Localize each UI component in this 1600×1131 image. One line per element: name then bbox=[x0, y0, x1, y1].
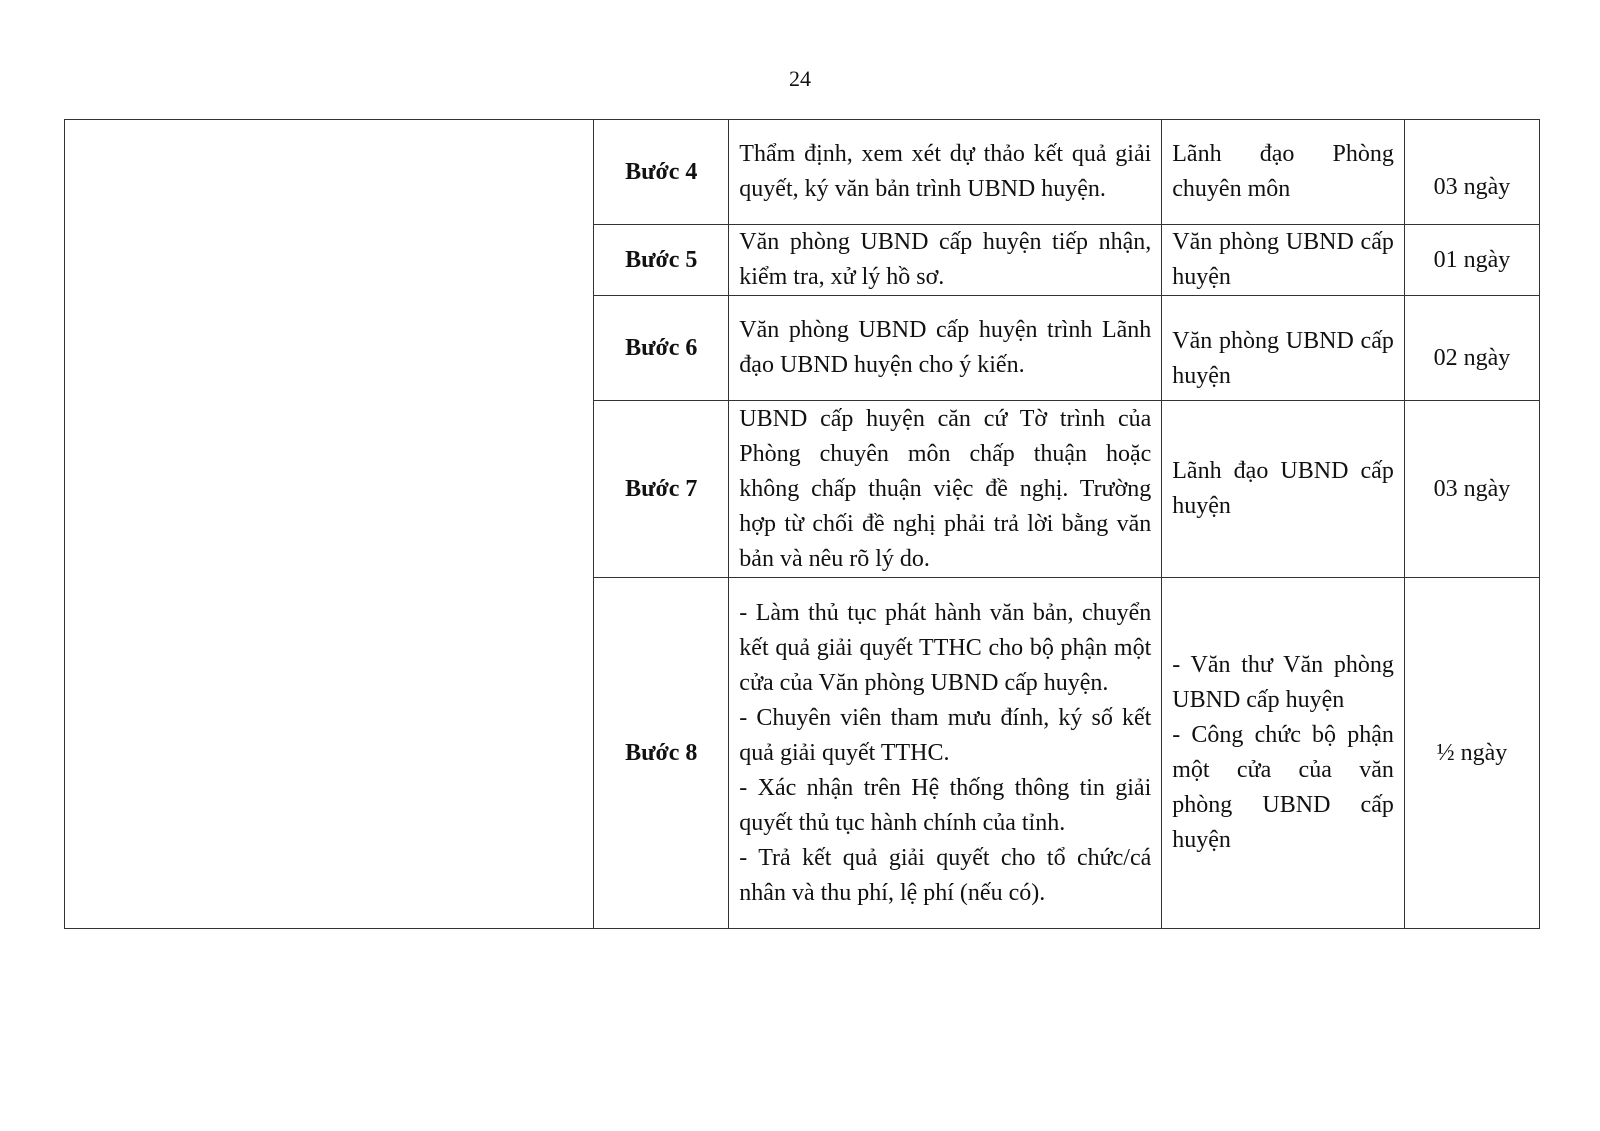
processing-time: ½ ngày bbox=[1404, 578, 1539, 929]
responsible-line: - Công chức bộ phận một cửa của văn phòng UBND cấp huyện bbox=[1172, 722, 1394, 853]
responsible-party bbox=[1162, 225, 1405, 296]
step-label: Bước 7 bbox=[594, 401, 729, 578]
processing-time: 03 ngày bbox=[1404, 401, 1539, 578]
description-line: Văn phòng UBND cấp huyện tiếp nhận, kiểm tra, xử lý hồ sơ. bbox=[739, 229, 1152, 290]
step-description bbox=[729, 578, 1162, 929]
step-label: Bước 6 bbox=[594, 296, 729, 401]
responsible-party bbox=[1162, 578, 1405, 929]
procedure-steps-table bbox=[64, 119, 1540, 929]
responsible-line: Văn phòng UBND cấp huyện bbox=[1172, 328, 1394, 389]
page-number: 24 bbox=[789, 66, 811, 91]
responsible-line: Lãnh đạo UBND cấp huyện bbox=[1172, 458, 1394, 519]
time-value: 02 ngày bbox=[1433, 344, 1511, 371]
responsible-line: Lãnh đạo Phòng chuyên môn bbox=[1172, 141, 1394, 202]
description-line: - Làm thủ tục phát hành văn bản, chuyển kết quả giải quyết TTHC cho bộ phận một cửa của Văn phòng UBND cấp huyện. bbox=[739, 599, 1152, 696]
processing-time bbox=[1404, 296, 1539, 401]
merged-empty-cell bbox=[65, 120, 594, 929]
step-description bbox=[729, 401, 1162, 578]
responsible-line: - Văn thư Văn phòng UBND cấp huyện bbox=[1172, 652, 1394, 713]
table-row bbox=[65, 120, 1540, 225]
step-description bbox=[729, 120, 1162, 225]
description-line: - Xác nhận trên Hệ thống thông tin giải quyết thủ tục hành chính của tỉnh. bbox=[739, 774, 1152, 836]
description-line: Văn phòng UBND cấp huyện trình Lãnh đạo UBND huyện cho ý kiến. bbox=[739, 317, 1152, 378]
step-label: Bước 4 bbox=[594, 120, 729, 225]
description-line: Thẩm định, xem xét dự thảo kết quả giải quyết, ký văn bản trình UBND huyện. bbox=[739, 141, 1152, 202]
responsible-party bbox=[1162, 296, 1405, 401]
responsible-party bbox=[1162, 401, 1405, 578]
step-description bbox=[729, 225, 1162, 296]
time-value: 03 ngày bbox=[1433, 173, 1511, 200]
description-line: UBND cấp huyện căn cứ Tờ trình của Phòng chuyên môn chấp thuận hoặc không chấp thuận việc đề nghị. Trường hợp từ chối đề nghị phải trả lời bằng văn bản và nêu rõ lý do. bbox=[739, 405, 1152, 572]
processing-time: 01 ngày bbox=[1404, 225, 1539, 296]
responsible-line: Văn phòng UBND cấp huyện bbox=[1172, 229, 1394, 290]
responsible-party bbox=[1162, 120, 1405, 225]
processing-time bbox=[1404, 120, 1539, 225]
description-line: - Chuyên viên tham mưu đính, ký số kết quả giải quyết TTHC. bbox=[739, 704, 1152, 766]
description-line: - Trả kết quả giải quyết cho tổ chức/cá nhân và thu phí, lệ phí (nếu có). bbox=[739, 844, 1152, 906]
step-label: Bước 8 bbox=[594, 578, 729, 929]
step-label: Bước 5 bbox=[594, 225, 729, 296]
step-description bbox=[729, 296, 1162, 401]
